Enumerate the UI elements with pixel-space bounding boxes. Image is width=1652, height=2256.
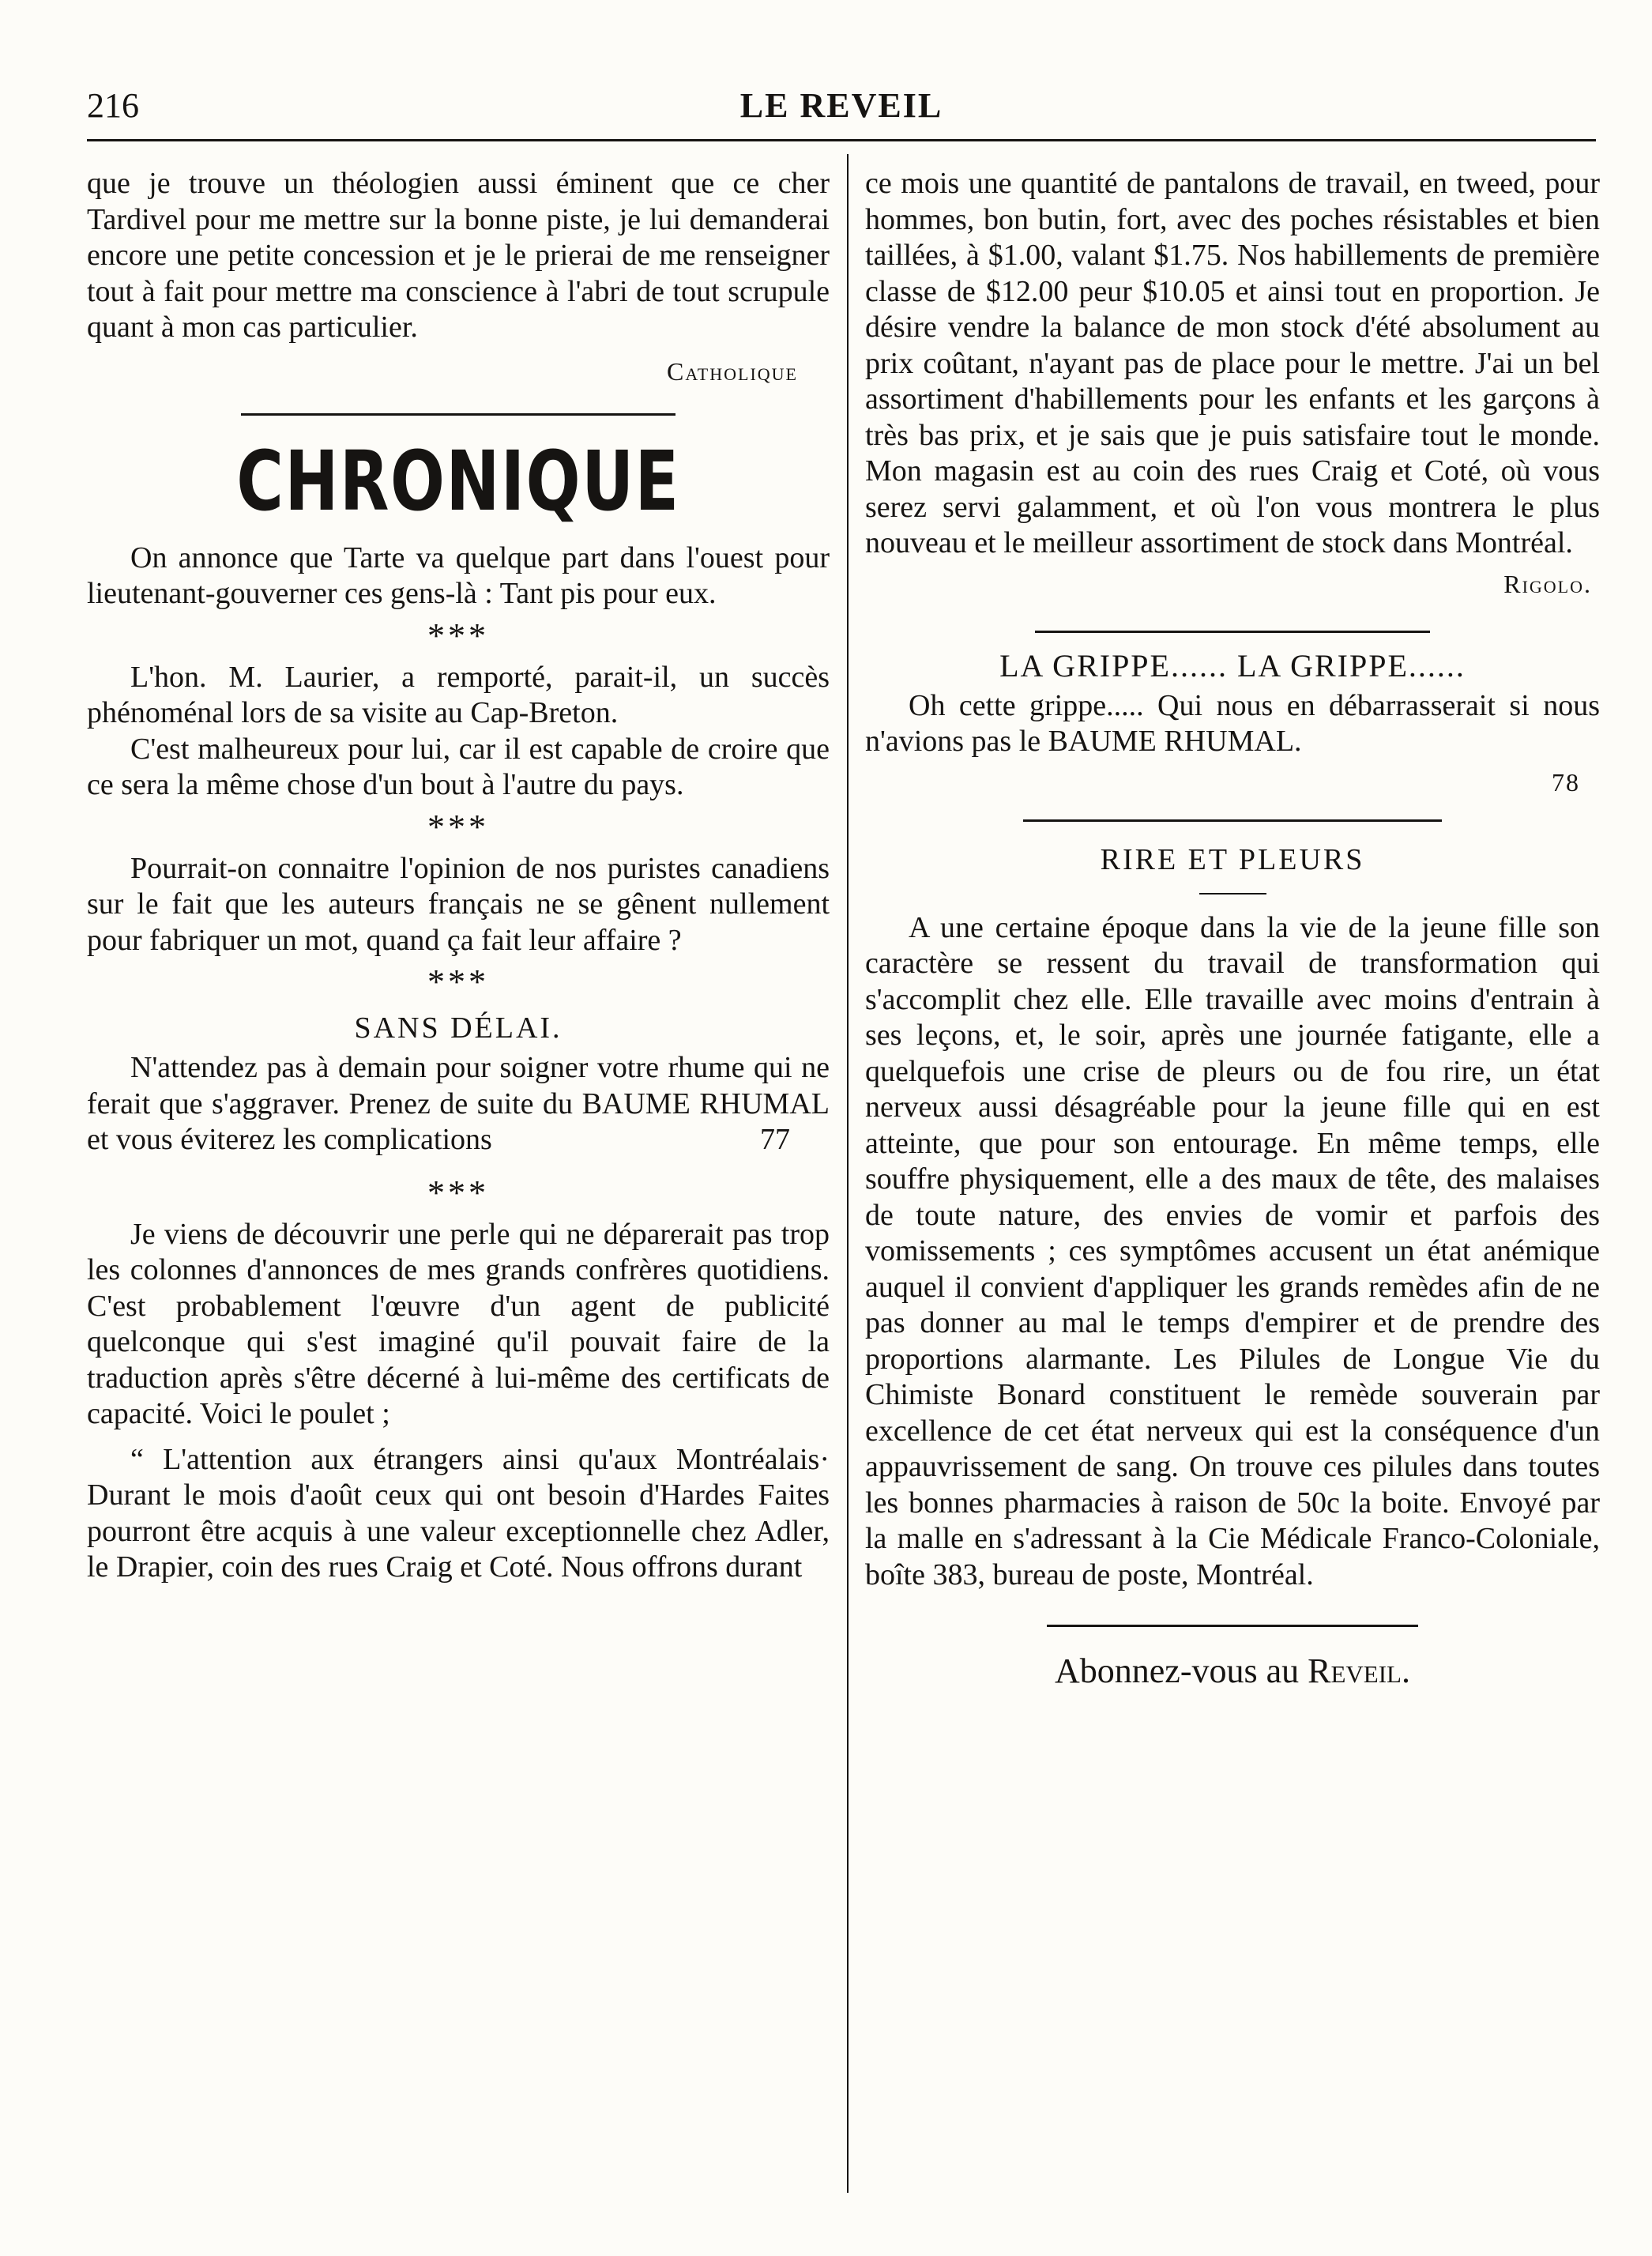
section-rule [1047,1625,1418,1627]
chronique-item-perle: Je viens de découvrir une perle qui ne déparerait pas trop les colonnes d'annonces de mes grands confrères quotidiens. C'est probablement l'œuvre d'un agent de publicité quelconque qui s'est imaginé qu'il pouvait faire de la traduction après s'être décerné à lui-même des certificats de capacité. Voici le poulet ; [87,1217,830,1430]
page-number: 216 [87,86,139,125]
quoted-advert-continued: ce mois une quantité de pantalons de travail, en tweed, pour hommes, bon butin, fort, avec des poches résistables et bien taillées, à $1.00, valant $1.75. Nos habillements de première classe de $12.00 peur $10.05 et ainsi tout en proportion. Je désire vendre la balance de mon stock d'été absolument au prix coûtant, n'ayant pas de place pour le mettre. J'ai un bel assortiment d'habillements pour les enfants et les garçons à très bas prix, et je sais que je puis satisfaire tout le monde. Mon magasin est au coin des rues Craig et Coté, où vous serez servi galamment, et où l'on vous montrera le plus nouveau et le meilleur assortiment de stock dans Montréal. [865,167,1600,559]
newspaper-name: Reveil. [1308,1652,1410,1690]
advert-text-sans-delai: N'attendez pas à demain pour soigner votre rhume qui ne ferait que s'aggraver. Prenez de suite du BAUME RHUMAL et vous éviterez les complications 77 [87,1050,830,1158]
asterism-divider: *** [427,1173,489,1212]
chronique-item-laurier-followup: C'est malheureux pour lui, car il est capable de croire que ce sera la même chose d'un bout à l'autre du pays. [87,732,830,801]
chronique-item-tarte: On annonce que Tarte va quelque part dans l'ouest pour lieutenant-gouverner ces gens-là : Tant pis pour eux. [87,540,830,610]
advert-title-grippe: LA GRIPPE...... LA GRIPPE...... [999,647,1466,684]
advert-title-rire-et-pleurs: RIRE ET PLEURS [1100,842,1365,876]
short-rule [1199,893,1266,894]
section-rule [241,413,675,416]
header-rule [87,139,1596,141]
section-title: CHRONIQUE [236,432,680,529]
chronique-item-puristes: Pourrait-on connaitre l'opinion de nos puristes canadiens sur le fait que les auteurs français ne se gênent nullement pour fabriquer un mot, quand ça fait leur affaire ? [87,851,830,957]
advert-text-rire-et-pleurs: A une certaine époque dans la vie de la jeune fille son caractère se ressent du travail de transformation qui s'accomplit chez elle. Elle travaille avec moins d'entrain à ses leçons, et, le soir, après une journée fatigante, elle a quelquefois une crise de pleurs ou de fou rire, un état nerveux aussi désagréable pour la jeune fille qui en est atteinte, que pour son entourage. En même temps, elle souffre physiquement, elle a des maux de tête, des malaises de toute nature, des envies de vomir et parfois des vomissements ; ces symptômes accusent un état anémique auquel il convient d'appliquer les grands remèdes afin de ne pas donner au mal le temps d'empirer et de prendre des proportions alarmante. Les Pilules de Longue Vie du Chimiste Bonard constituent le remède souverain par excellence de cet état nerveux qui est la conséquence d'un appauvrissement de sang. On trouve ces pilules dans toutes les bonnes pharmacies à raison de 50c la boite. Envoyé par la malle en s'adressant à la Cie Médicale Franco-Coloniale, boîte 383, bureau de poste, Montréal. [865,910,1600,1591]
asterism-divider: *** [427,616,489,655]
advert-title-sans-delai: SANS DÉLAI. [354,1011,563,1045]
quote-signature: Rigolo. [1503,569,1592,598]
intro-signature: Catholique [667,356,798,386]
section-rule [1035,631,1430,633]
subscribe-notice: Abonnez-vous au Reveil. [1054,1652,1410,1690]
left-column [87,166,830,1586]
page-header [87,85,1596,133]
asterism-divider: *** [427,807,489,846]
section-rule [1023,819,1442,822]
column-divider [847,154,849,2193]
chronique-item-laurier: L'hon. M. Laurier, a remporté, parait-il, un succès phénoménal lors de sa visite au Cap-Breton. [87,660,830,729]
intro-paragraph: que je trouve un théologien aussi éminent que ce cher Tardivel pour me mettre sur la bonne piste, je lui demanderai encore une petite concession et je le prierai de me renseigner tout à fait pour mettre ma conscience à l'abri de tout scrupule quant à mon cas particulier. [87,167,830,344]
advert-number: 77 [760,1123,790,1156]
running-title: LE REVEIL [739,86,943,125]
advert-number: 78 [1552,767,1580,797]
right-column [865,166,1600,1695]
quoted-advert-start: “ L'attention aux étrangers ainsi qu'aux Montréalais· Durant le mois d'août ceux qui ont besoin d'Hardes Faites pourront être acquis à une valeur exceptionnelle chez Adler, le Drapier, coin des rues Craig et Coté. Nous offrons durant [87,1442,830,1584]
advert-text-grippe: Oh cette grippe..... Qui nous en débarrasserait si nous n'avions pas le BAUME RHUMAL. [865,688,1600,758]
asterism-divider: *** [427,962,489,1001]
